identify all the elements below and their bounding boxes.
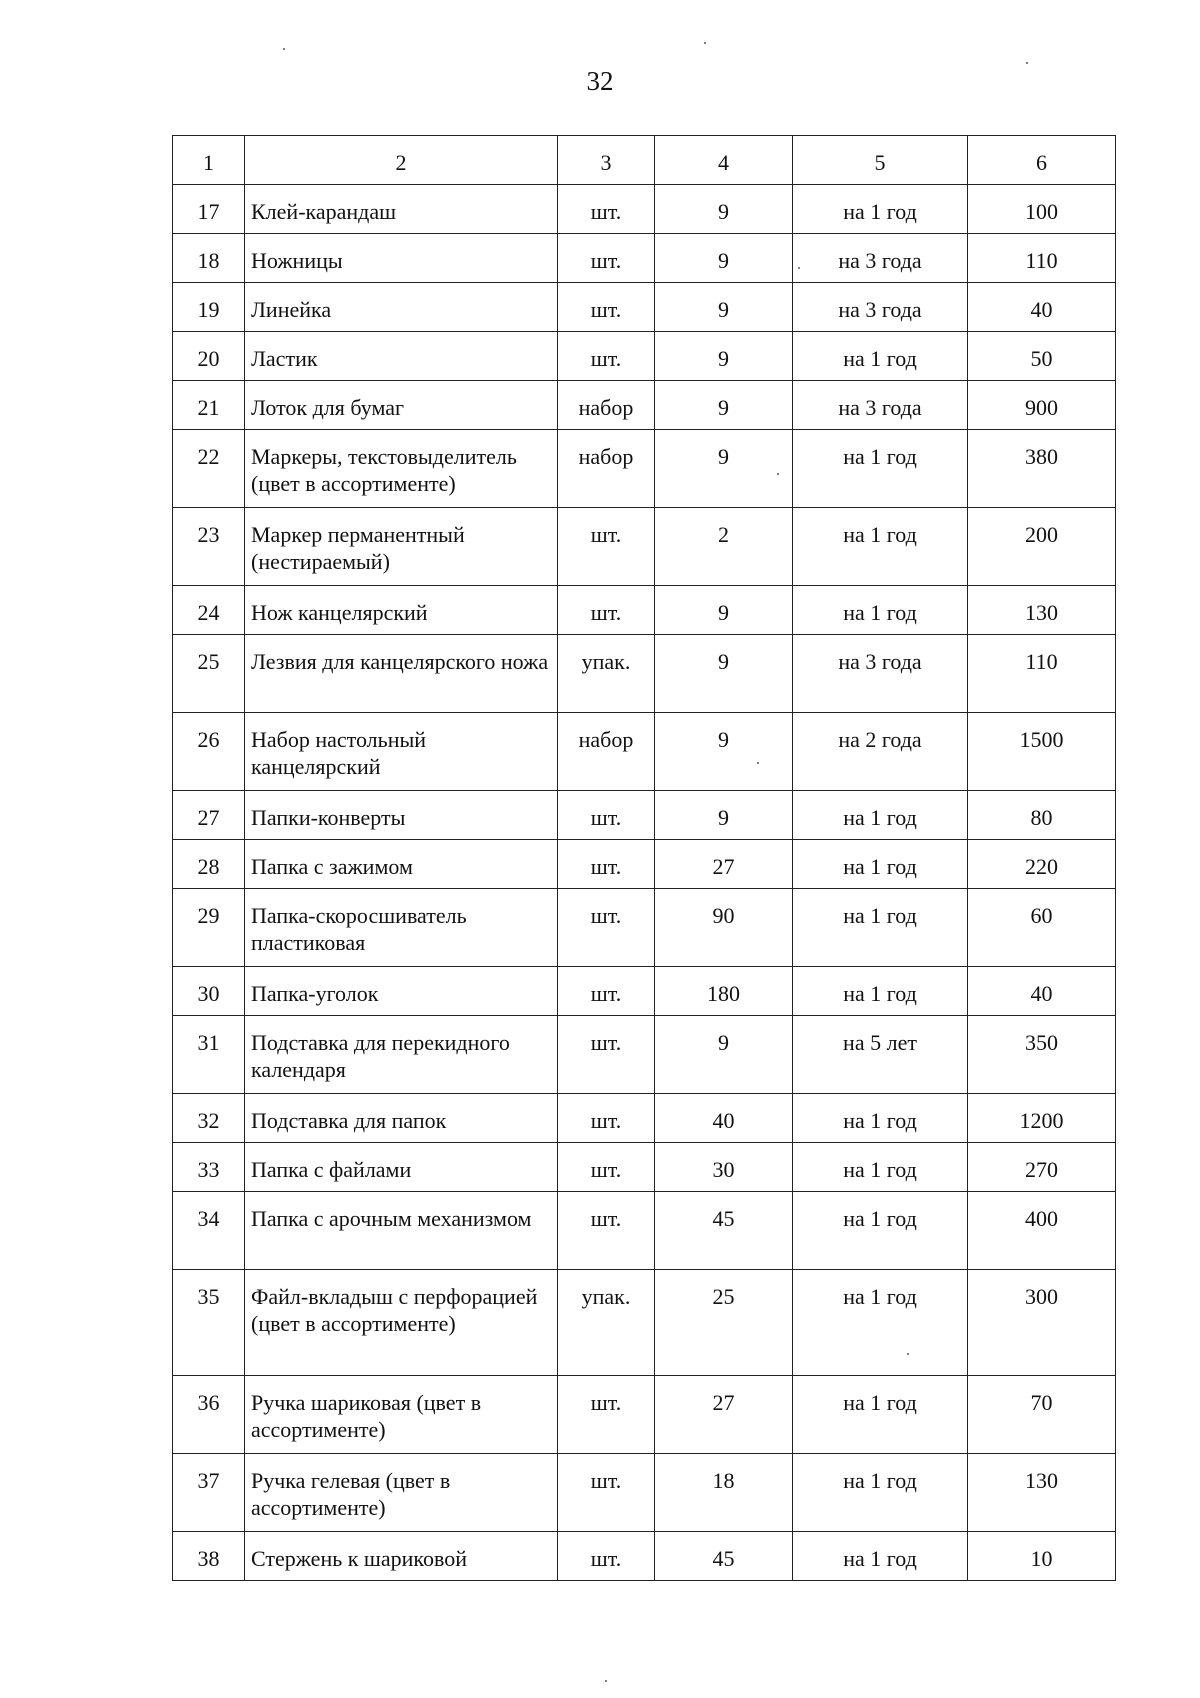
- quantity-cell: 2: [655, 508, 793, 586]
- item-name-cell: Лоток для бумаг: [245, 381, 558, 430]
- price-cell: 110: [968, 635, 1116, 713]
- row-number-cell: 29: [173, 889, 245, 967]
- scan-speck: [283, 48, 285, 50]
- unit-cell: шт.: [558, 889, 655, 967]
- table-row: [173, 1016, 1116, 1094]
- table-row: [173, 332, 1116, 381]
- unit-cell: упак.: [558, 1270, 655, 1376]
- period-cell: на 1 год: [793, 889, 968, 967]
- table-row: [173, 508, 1116, 586]
- price-cell: 350: [968, 1016, 1116, 1094]
- row-number-cell: 25: [173, 635, 245, 713]
- price-cell: 70: [968, 1376, 1116, 1454]
- table-row: [173, 234, 1116, 283]
- row-number-cell: 37: [173, 1454, 245, 1532]
- unit-cell: шт.: [558, 234, 655, 283]
- price-cell: 380: [968, 430, 1116, 508]
- table-row: [173, 1376, 1116, 1454]
- row-number-cell: 20: [173, 332, 245, 381]
- item-name-cell: Папка с файлами: [245, 1143, 558, 1192]
- period-cell: на 1 год: [793, 508, 968, 586]
- price-cell: 220: [968, 840, 1116, 889]
- table-row: [173, 1270, 1116, 1376]
- item-name-cell: Нож канцелярский: [245, 586, 558, 635]
- quantity-cell: 25: [655, 1270, 793, 1376]
- scan-speck: [907, 1353, 909, 1355]
- period-cell: на 1 год: [793, 1376, 968, 1454]
- quantity-cell: 9: [655, 185, 793, 234]
- price-cell: 300: [968, 1270, 1116, 1376]
- period-cell: на 1 год: [793, 1532, 968, 1581]
- unit-cell: шт.: [558, 1094, 655, 1143]
- unit-cell: шт.: [558, 1454, 655, 1532]
- scan-speck: [777, 473, 779, 475]
- row-number-cell: 24: [173, 586, 245, 635]
- unit-cell: шт.: [558, 791, 655, 840]
- unit-cell: набор: [558, 713, 655, 791]
- period-cell: на 1 год: [793, 332, 968, 381]
- item-name-cell: Файл-вкладыш с перфорацией (цвет в ассортименте): [245, 1270, 558, 1376]
- item-name-cell: Маркер перманентный (нестираемый): [245, 508, 558, 586]
- table-row: [173, 1454, 1116, 1532]
- header-cell: 1: [173, 136, 245, 185]
- unit-cell: шт.: [558, 967, 655, 1016]
- table-row: [173, 1192, 1116, 1270]
- item-name-cell: Набор настольный канцелярский: [245, 713, 558, 791]
- price-cell: 130: [968, 1454, 1116, 1532]
- quantity-cell: 9: [655, 791, 793, 840]
- table-header-row: [173, 136, 1116, 185]
- table-body: [173, 136, 1116, 1581]
- period-cell: на 5 лет: [793, 1016, 968, 1094]
- quantity-cell: 45: [655, 1532, 793, 1581]
- header-cell: 6: [968, 136, 1116, 185]
- unit-cell: шт.: [558, 840, 655, 889]
- quantity-cell: 9: [655, 332, 793, 381]
- quantity-cell: 9: [655, 234, 793, 283]
- price-cell: 400: [968, 1192, 1116, 1270]
- price-cell: 10: [968, 1532, 1116, 1581]
- price-cell: 40: [968, 967, 1116, 1016]
- quantity-cell: 9: [655, 713, 793, 791]
- period-cell: на 1 год: [793, 1192, 968, 1270]
- row-number-cell: 36: [173, 1376, 245, 1454]
- price-cell: 200: [968, 508, 1116, 586]
- price-cell: 80: [968, 791, 1116, 840]
- price-cell: 110: [968, 234, 1116, 283]
- unit-cell: шт.: [558, 586, 655, 635]
- row-number-cell: 32: [173, 1094, 245, 1143]
- item-name-cell: Линейка: [245, 283, 558, 332]
- item-name-cell: Подставка для папок: [245, 1094, 558, 1143]
- quantity-cell: 9: [655, 1016, 793, 1094]
- item-name-cell: Папки-конверты: [245, 791, 558, 840]
- scan-speck: [605, 1680, 607, 1682]
- table-row: [173, 283, 1116, 332]
- period-cell: на 1 год: [793, 967, 968, 1016]
- price-cell: 900: [968, 381, 1116, 430]
- row-number-cell: 23: [173, 508, 245, 586]
- quantity-cell: 27: [655, 840, 793, 889]
- item-name-cell: Папка-скоросшиватель пластиковая: [245, 889, 558, 967]
- scan-speck: [757, 762, 759, 764]
- table-row: [173, 967, 1116, 1016]
- quantity-cell: 9: [655, 430, 793, 508]
- table-row: [173, 889, 1116, 967]
- quantity-cell: 18: [655, 1454, 793, 1532]
- page-number: 32: [586, 66, 614, 96]
- quantity-cell: 9: [655, 283, 793, 332]
- period-cell: на 1 год: [793, 791, 968, 840]
- period-cell: на 3 года: [793, 381, 968, 430]
- row-number-cell: 28: [173, 840, 245, 889]
- item-name-cell: Ручка шариковая (цвет в ассортименте): [245, 1376, 558, 1454]
- row-number-cell: 30: [173, 967, 245, 1016]
- table-row: [173, 1094, 1116, 1143]
- price-cell: 60: [968, 889, 1116, 967]
- period-cell: на 3 года: [793, 283, 968, 332]
- item-name-cell: Ластик: [245, 332, 558, 381]
- quantity-cell: 30: [655, 1143, 793, 1192]
- item-name-cell: Маркеры, текстовыделитель (цвет в ассортименте): [245, 430, 558, 508]
- price-cell: 130: [968, 586, 1116, 635]
- scan-speck: [1026, 62, 1028, 64]
- table-row: [173, 1532, 1116, 1581]
- header-cell: 4: [655, 136, 793, 185]
- item-name-cell: Папка с арочным механизмом: [245, 1192, 558, 1270]
- item-name-cell: Папка с зажимом: [245, 840, 558, 889]
- table-row: [173, 635, 1116, 713]
- row-number-cell: 31: [173, 1016, 245, 1094]
- period-cell: на 1 год: [793, 586, 968, 635]
- header-cell: 3: [558, 136, 655, 185]
- unit-cell: шт.: [558, 185, 655, 234]
- unit-cell: шт.: [558, 1532, 655, 1581]
- item-name-cell: Стержень к шариковой: [245, 1532, 558, 1581]
- row-number-cell: 21: [173, 381, 245, 430]
- period-cell: на 1 год: [793, 430, 968, 508]
- item-name-cell: Ручка гелевая (цвет в ассортименте): [245, 1454, 558, 1532]
- table-row: [173, 1143, 1116, 1192]
- unit-cell: шт.: [558, 1192, 655, 1270]
- row-number-cell: 19: [173, 283, 245, 332]
- price-cell: 100: [968, 185, 1116, 234]
- scan-speck: [704, 42, 706, 44]
- quantity-cell: 9: [655, 586, 793, 635]
- table-row: [173, 840, 1116, 889]
- unit-cell: шт.: [558, 1143, 655, 1192]
- price-cell: 1500: [968, 713, 1116, 791]
- quantity-cell: 90: [655, 889, 793, 967]
- period-cell: на 3 года: [793, 635, 968, 713]
- unit-cell: набор: [558, 381, 655, 430]
- quantity-cell: 40: [655, 1094, 793, 1143]
- unit-cell: шт.: [558, 332, 655, 381]
- unit-cell: набор: [558, 430, 655, 508]
- row-number-cell: 18: [173, 234, 245, 283]
- item-name-cell: Ножницы: [245, 234, 558, 283]
- unit-cell: шт.: [558, 508, 655, 586]
- row-number-cell: 17: [173, 185, 245, 234]
- table-row: [173, 713, 1116, 791]
- row-number-cell: 27: [173, 791, 245, 840]
- period-cell: на 1 год: [793, 1270, 968, 1376]
- unit-cell: упак.: [558, 635, 655, 713]
- scan-speck: [798, 267, 800, 269]
- item-name-cell: Лезвия для канцелярского ножа: [245, 635, 558, 713]
- item-name-cell: Подставка для перекидного календаря: [245, 1016, 558, 1094]
- period-cell: на 1 год: [793, 840, 968, 889]
- price-cell: 40: [968, 283, 1116, 332]
- quantity-cell: 180: [655, 967, 793, 1016]
- price-cell: 50: [968, 332, 1116, 381]
- header-cell: 2: [245, 136, 558, 185]
- table-row: [173, 586, 1116, 635]
- table-row: [173, 381, 1116, 430]
- period-cell: на 3 года: [793, 234, 968, 283]
- period-cell: на 1 год: [793, 1454, 968, 1532]
- table-row: [173, 430, 1116, 508]
- price-cell: 1200: [968, 1094, 1116, 1143]
- quantity-cell: 9: [655, 635, 793, 713]
- quantity-cell: 9: [655, 381, 793, 430]
- period-cell: на 2 года: [793, 713, 968, 791]
- unit-cell: шт.: [558, 1016, 655, 1094]
- row-number-cell: 22: [173, 430, 245, 508]
- price-cell: 270: [968, 1143, 1116, 1192]
- unit-cell: шт.: [558, 283, 655, 332]
- item-name-cell: Клей-карандаш: [245, 185, 558, 234]
- supplies-table: [172, 135, 1116, 1581]
- header-cell: 5: [793, 136, 968, 185]
- unit-cell: шт.: [558, 1376, 655, 1454]
- row-number-cell: 33: [173, 1143, 245, 1192]
- quantity-cell: 27: [655, 1376, 793, 1454]
- row-number-cell: 34: [173, 1192, 245, 1270]
- row-number-cell: 35: [173, 1270, 245, 1376]
- period-cell: на 1 год: [793, 1143, 968, 1192]
- table-row: [173, 185, 1116, 234]
- table-row: [173, 791, 1116, 840]
- row-number-cell: 38: [173, 1532, 245, 1581]
- item-name-cell: Папка-уголок: [245, 967, 558, 1016]
- quantity-cell: 45: [655, 1192, 793, 1270]
- period-cell: на 1 год: [793, 1094, 968, 1143]
- row-number-cell: 26: [173, 713, 245, 791]
- period-cell: на 1 год: [793, 185, 968, 234]
